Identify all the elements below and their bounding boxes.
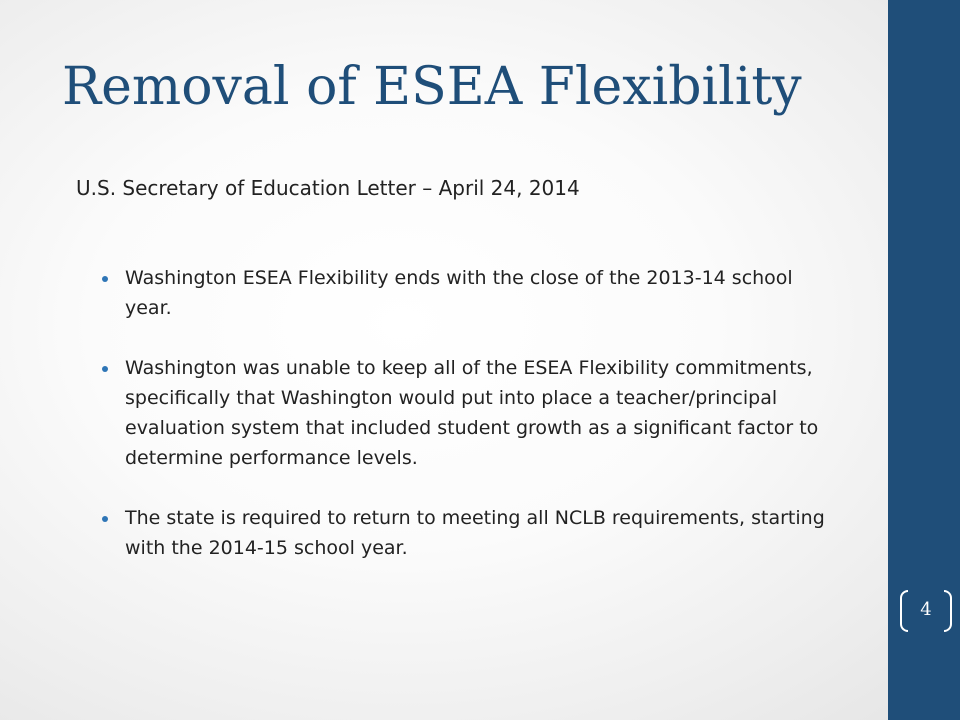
bullet-text: Washington ESEA Flexibility ends with the close of the 2013-14 school year. — [125, 267, 793, 319]
bullet-item — [100, 353, 840, 473]
bullet-list — [100, 263, 840, 593]
bullet-item — [100, 503, 840, 563]
slide-number-box — [900, 590, 952, 634]
bullet-dot-icon — [102, 276, 108, 282]
bullet-dot-icon — [102, 366, 108, 372]
bullet-text: The state is required to return to meeting all NCLB requirements, starting with the 2014-15 school year. — [125, 507, 825, 559]
bullet-item — [100, 263, 840, 323]
slide-number: 4 — [920, 599, 932, 620]
bullet-dot-icon — [102, 516, 108, 522]
slide-subtitle: U.S. Secretary of Education Letter – April 24, 2014 — [76, 176, 580, 200]
slide-title: Removal of ESEA Flexibility — [62, 57, 802, 117]
bullet-text: Washington was unable to keep all of the ESEA Flexibility commitments, specifically that Washington would put into place a teacher/principal evaluation system that included student growth as a significant factor to determine performance levels. — [125, 357, 819, 469]
